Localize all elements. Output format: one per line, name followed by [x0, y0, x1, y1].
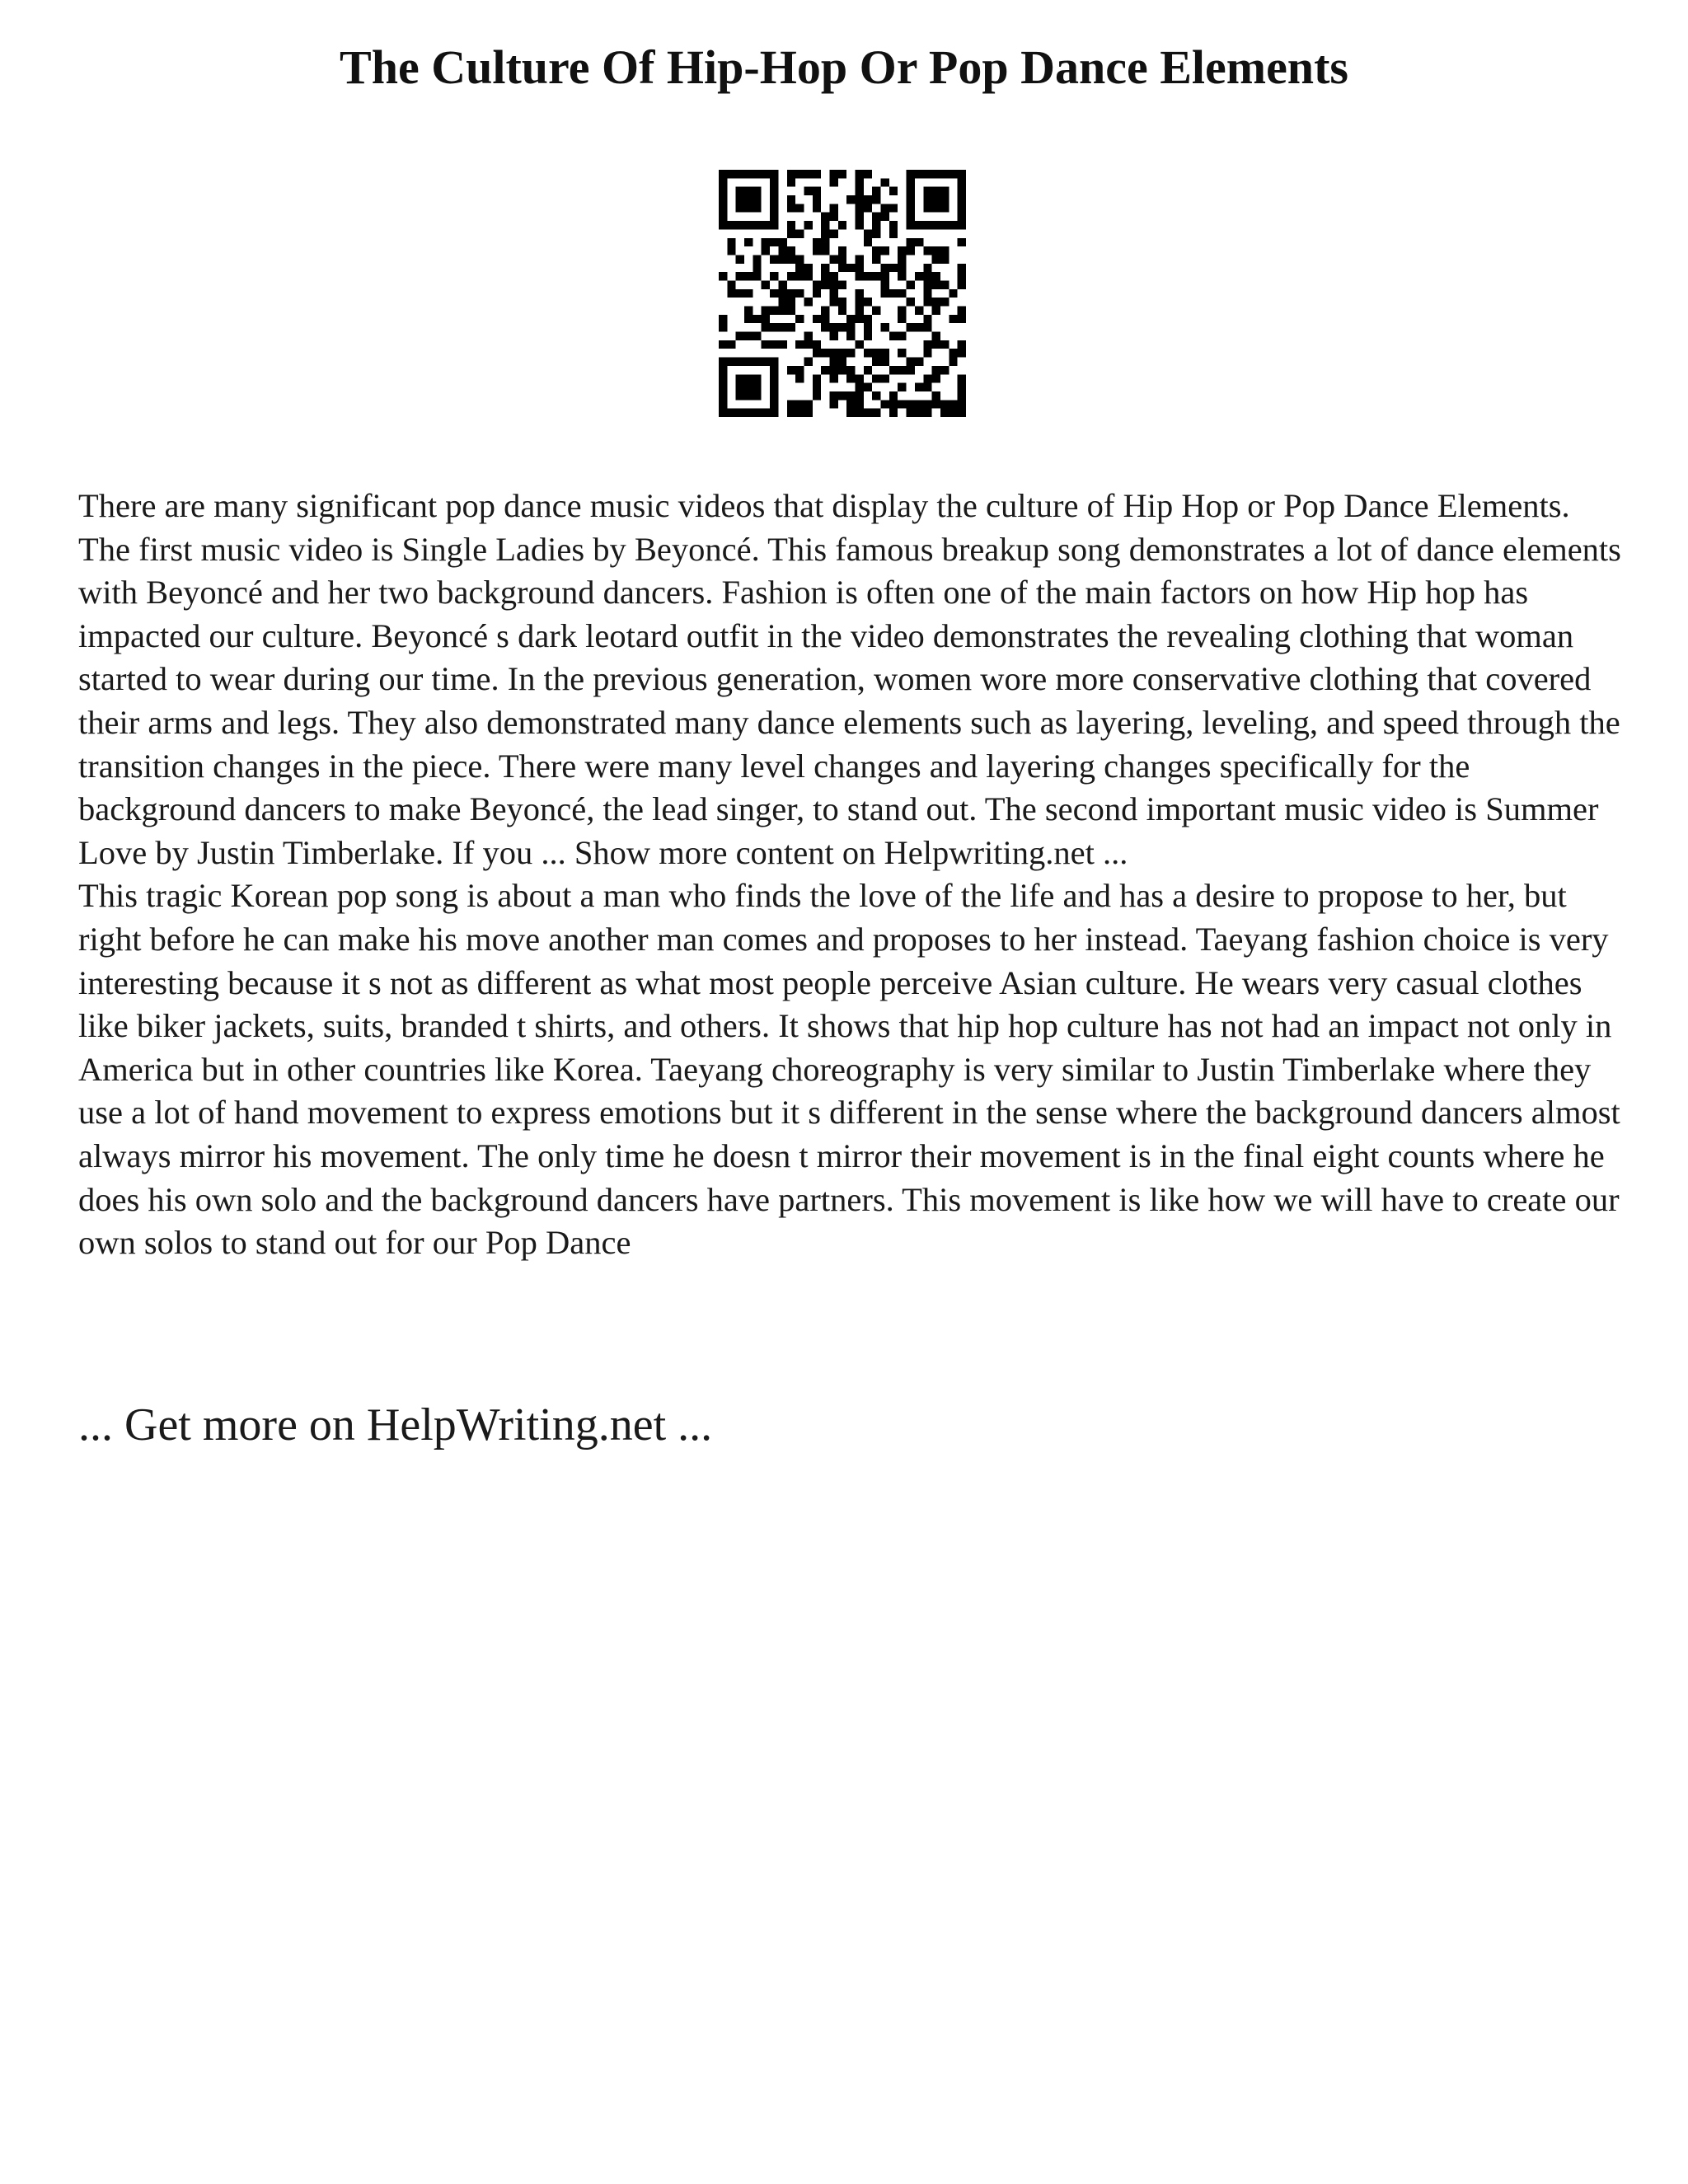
get-more-link[interactable]: ... Get more on HelpWriting.net ...: [78, 1399, 713, 1451]
article-body: [78, 485, 1628, 1265]
paragraph: There are many significant pop dance music videos that display the culture of Hip Hop or Pop Dance Elements. The first music video is Single Ladies by Beyoncé. This famous breakup song demonstrates a lot of dance elements with Beyoncé and her two background dancers. Fashion is often one of the main factors on how Hip hop has impacted our culture. Beyoncé s dark leotard outfit in the video demonstrates the revealing clothing that woman started to wear during our time. In the previous generation, women wore more conservative clothing that covered their arms and legs. They also demonstrated many dance elements such as layering, leveling, and speed through the transition changes in the piece. There were many level changes and layering changes specifically for the background dancers to make Beyoncé, the lead singer, to stand out. The second important music video is Summer Love by Justin Timberlake. If you ... Show more content on Helpwriting.net ...: [78, 487, 1621, 871]
page-title: The Culture Of Hip-Hop Or Pop Dance Elements: [340, 40, 1348, 94]
qr-code-icon[interactable]: [719, 170, 966, 417]
paragraph: This tragic Korean pop song is about a man who finds the love of the life and has a desire to propose to her, but right before he can make his move another man comes and proposes to her instead. Taeyang fashion choice is very interesting because it s not as different as what most people perceive Asian culture. He wears very casual clothes like biker jackets, suits, branded t shirts, and others. It shows that hip hop culture has not had an impact not only in America but in other countries like Korea. Taeyang choreography is very similar to Justin Timberlake where they use a lot of hand movement to express emotions but it s different in the sense where the background dancers almost always mirror his movement. The only time he doesn t mirror their movement is in the final eight counts where he does his own solo and the background dancers have partners. This movement is like how we will have to create our own solos to stand out for our Pop Dance: [78, 877, 1620, 1262]
